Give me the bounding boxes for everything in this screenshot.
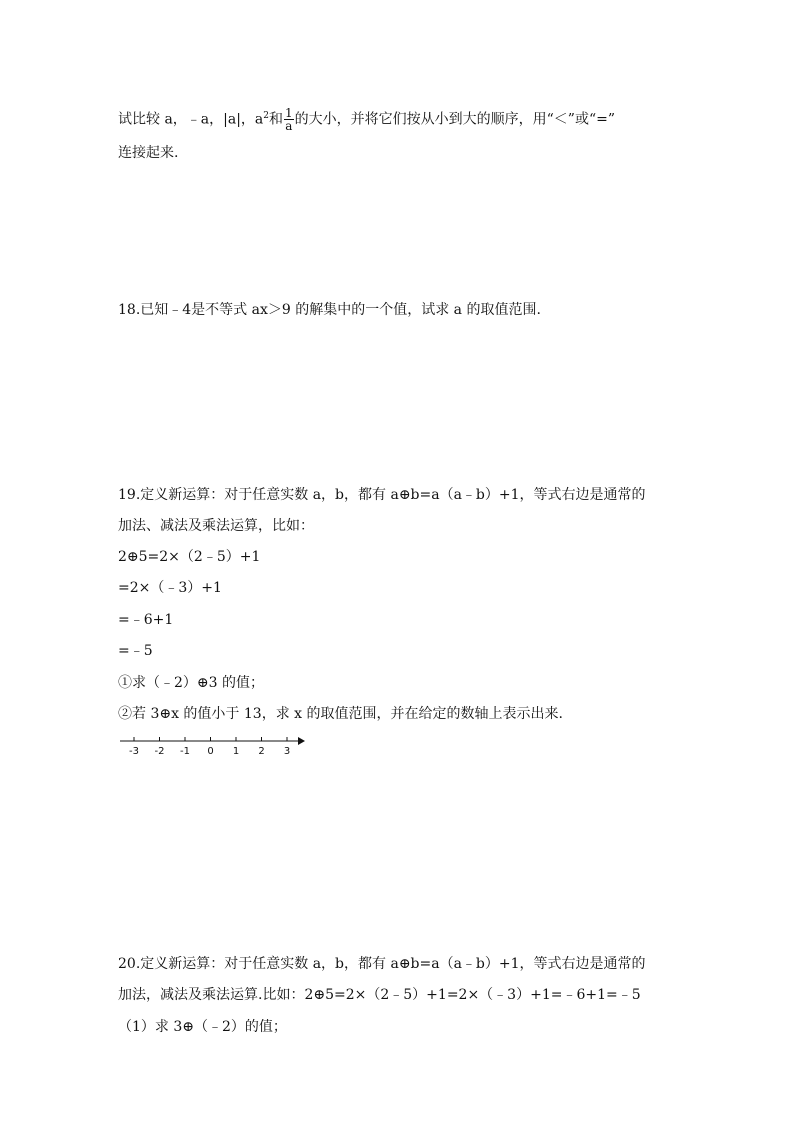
- number-line: [118, 734, 308, 758]
- number-line-tick-label: -3: [129, 746, 139, 757]
- q17-exponent: 2: [263, 111, 270, 121]
- q17-line2: 连接起来.: [118, 145, 179, 161]
- q17-fraction-denominator: a: [285, 119, 293, 134]
- q17-text-c: 的大小，并将它们按从小到大的顺序，用“＜”或“=”: [294, 111, 616, 128]
- q19-line6: =﹣5: [118, 643, 153, 659]
- number-line-tick-label: 3: [283, 746, 291, 757]
- number-line-tick-label: -1: [180, 746, 190, 757]
- q20-line3: （1）求 3⊕（﹣2）的值；: [118, 1019, 287, 1035]
- q20-line1: 20.定义新运算：对于任意实数 a，b，都有 a⊕b=a（a﹣b）+1，等式右边是通常的: [118, 956, 646, 972]
- number-line-tick-label: 0: [207, 746, 214, 757]
- q17-line1: [118, 106, 615, 132]
- q19-line5: =﹣6+1: [118, 612, 174, 628]
- number-line-tick-label: -2: [154, 746, 165, 757]
- q19-line2: 加法、减法及乘法运算，比如：: [118, 518, 314, 534]
- q17-fraction: [284, 107, 294, 132]
- q17-text-b: 和: [269, 111, 284, 128]
- q19-line7: ①求（﹣2）⊕3 的值；: [118, 675, 264, 691]
- q19-line3: 2⊕5=2×（2﹣5）+1: [118, 549, 261, 565]
- q17-text-a: 试比较 a，﹣a，|a|，a: [118, 111, 264, 128]
- q20-line2: 加法，减法及乘法运算.比如：2⊕5=2×（2﹣5）+1=2×（﹣3）+1=﹣6+1=﹣5: [118, 987, 641, 1003]
- q19-line4: =2×（﹣3）+1: [118, 580, 222, 596]
- q19-line8: ②若 3⊕x 的值小于 13，求 x 的取值范围，并在给定的数轴上表示出来.: [118, 706, 563, 722]
- number-line-arrow-icon: [298, 737, 305, 745]
- q19-line1: 19.定义新运算：对于任意实数 a，b，都有 a⊕b=a（a﹣b）+1，等式右边是通常的: [118, 487, 646, 503]
- number-line-tick-label: 2: [258, 746, 265, 757]
- q18-line1: 18.已知﹣4是不等式 ax＞9 的解集中的一个值，试求 a 的取值范围.: [118, 302, 541, 318]
- q17-fraction-numerator: 1: [285, 106, 293, 121]
- number-line-tick-label: 1: [232, 746, 240, 757]
